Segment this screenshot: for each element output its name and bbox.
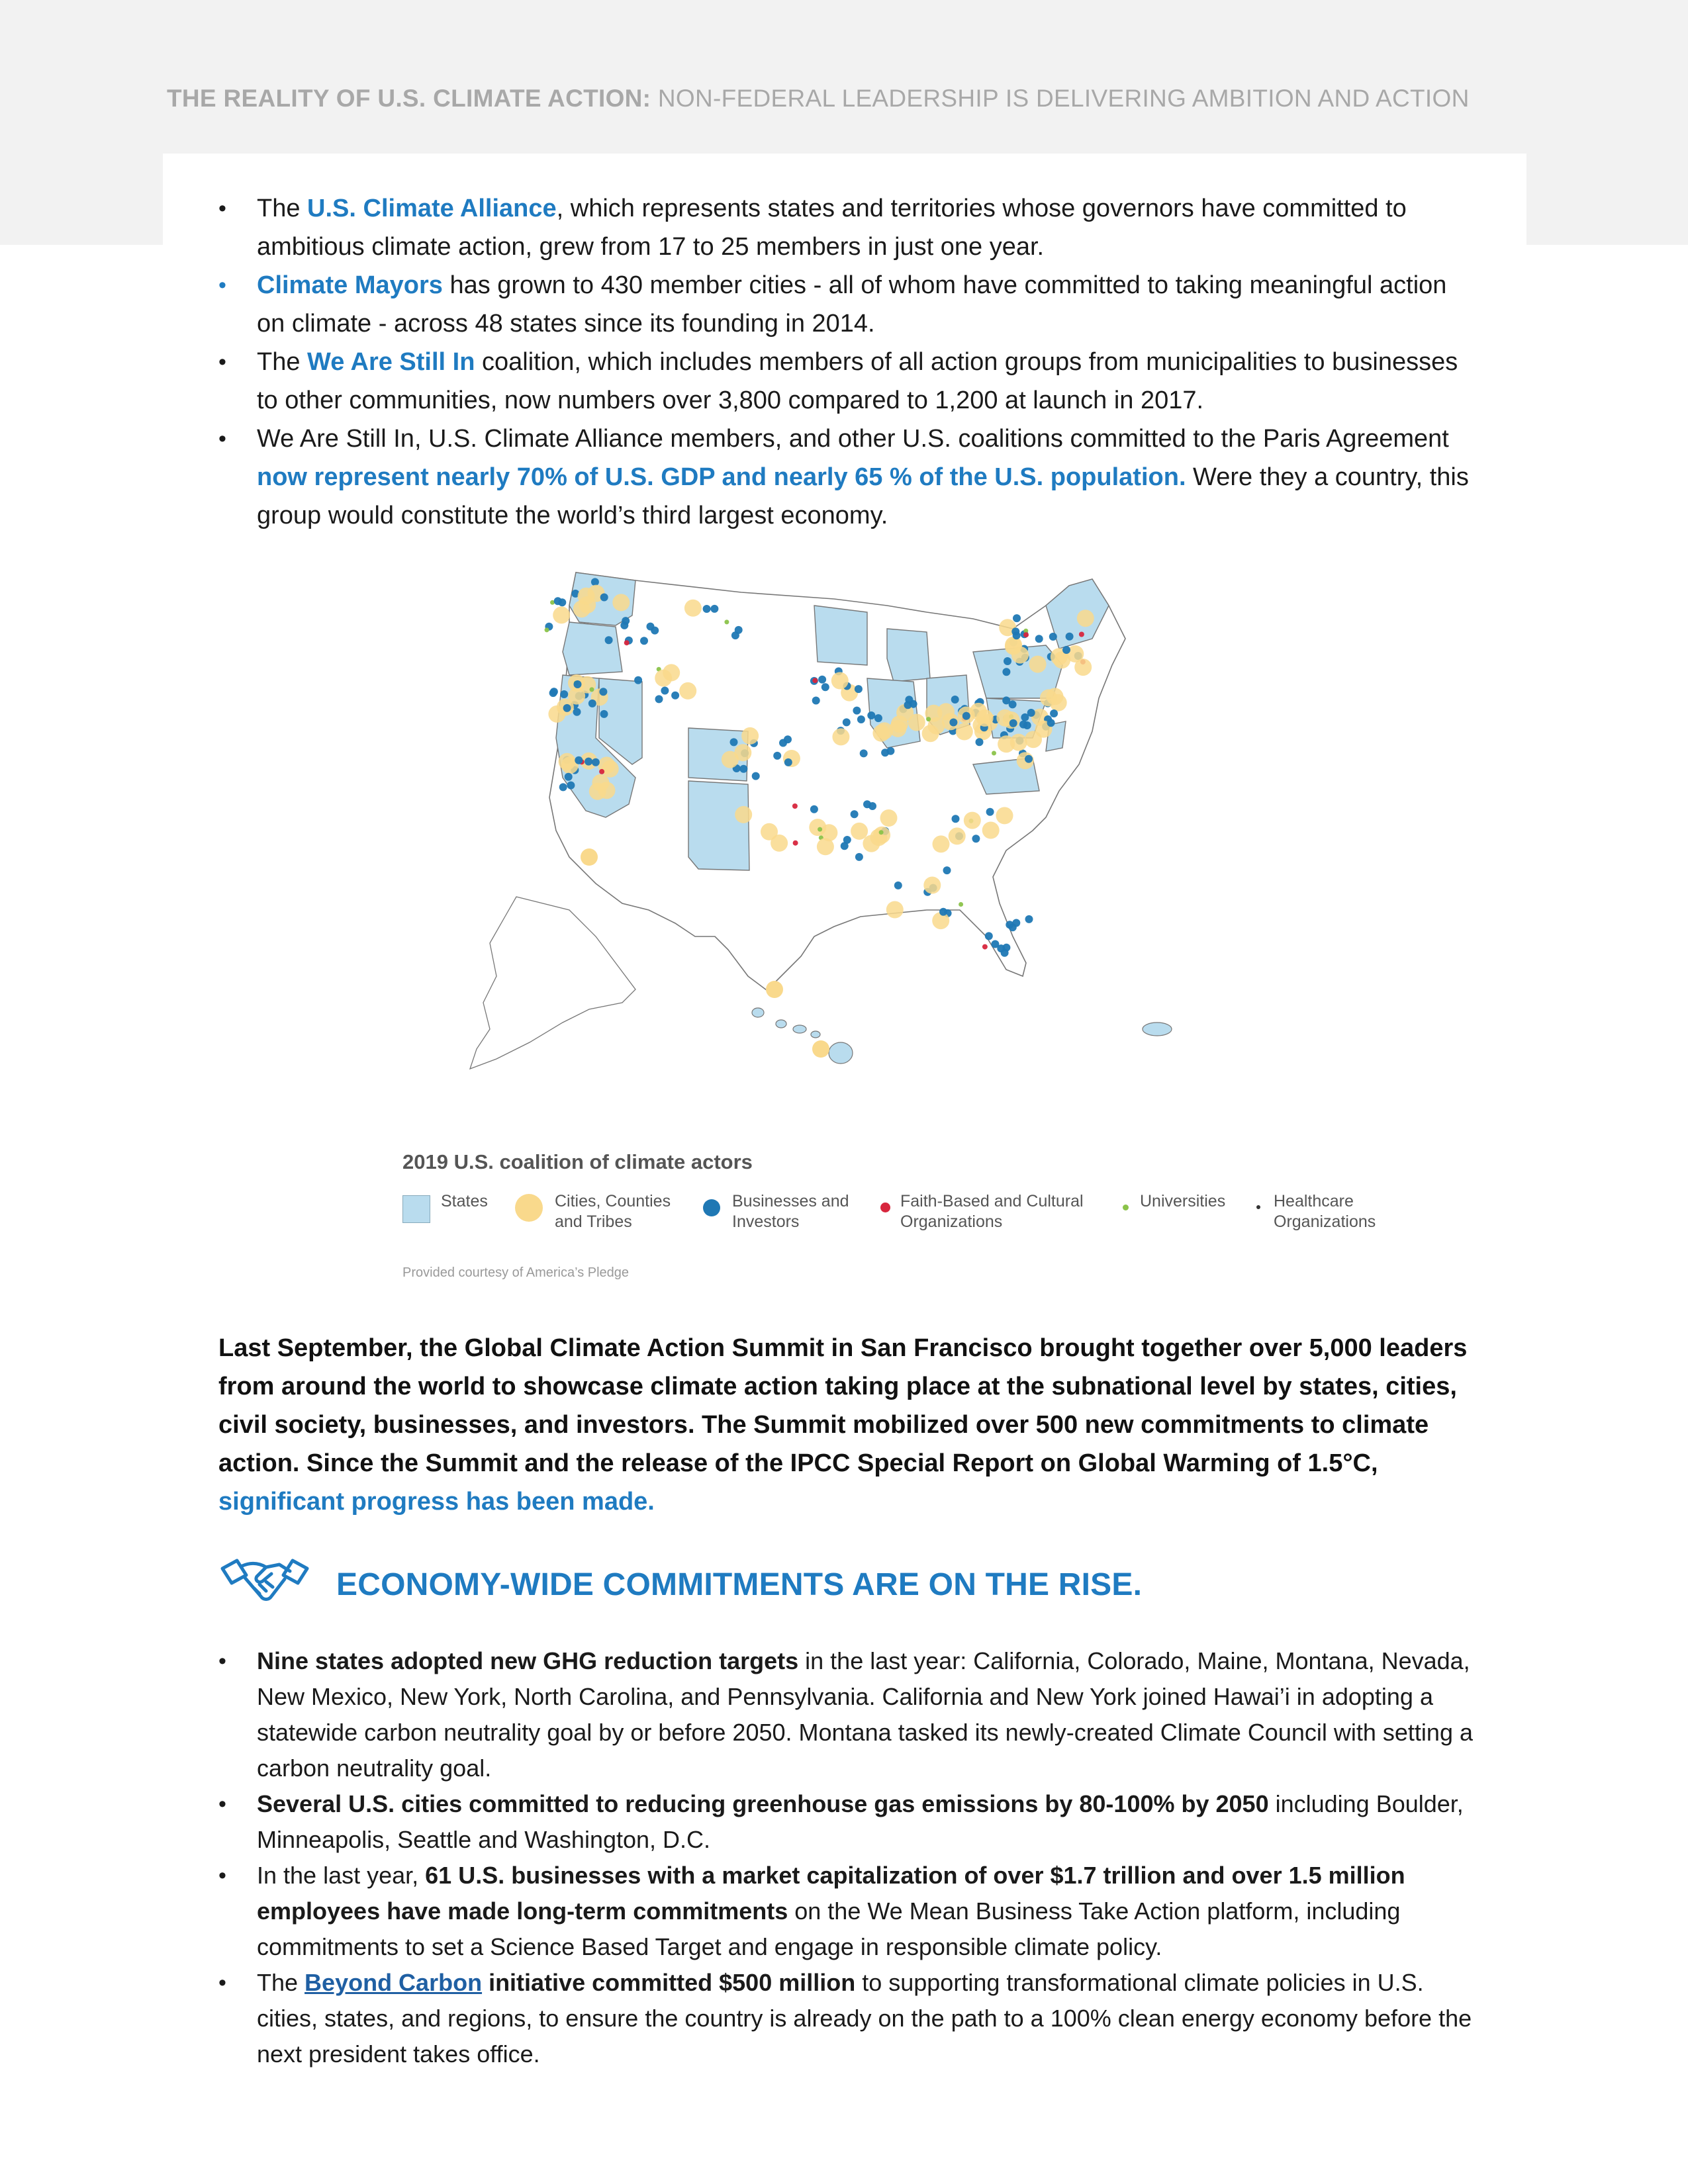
actor-marker — [741, 727, 759, 745]
map-legend — [402, 1191, 1429, 1244]
actor-marker — [880, 809, 898, 827]
actor-marker — [554, 597, 562, 605]
actor-marker — [1079, 632, 1084, 637]
actor-marker — [962, 712, 970, 720]
states-swatch — [402, 1195, 430, 1223]
legend-item-universities: Universities — [1140, 1192, 1226, 1210]
bullet-glyph: • — [218, 196, 226, 221]
list-item: • In the last year, 61 U.S. businesses with a market capitalization of over $1.7 trillion and over 1.5 million employees have made long-term commitments on the We Mean Business Take Action platform, including commitments to set a Science Based Target and engage in responsible climate policy. — [218, 1858, 1476, 1965]
actor-marker — [1077, 610, 1094, 627]
actor-marker — [874, 714, 882, 722]
actor-marker — [926, 717, 931, 721]
list-item: • We Are Still In, U.S. Climate Alliance members, and other U.S. coalitions committed to the Paris Agreement now represent nearly 70% of U.S. GDP and nearly 65 % of the U.S. population. Were they a country, this group would constitute the world’s third largest economy. — [218, 420, 1476, 535]
actor-marker — [949, 827, 966, 844]
actor-marker — [563, 704, 571, 712]
list-item: • Nine states adopted new GHG reduction targets in the last year: California, Colorado, Maine, Montana, Nevada, New Mexico, New York, North Carolina, and Pennsylvania. California and New York joined Hawai’i in adopting a statewide carbon neutrality goal by or before 2050. Montana tasked its newly-created Climate Council with setting a carbon neutrality goal. — [218, 1643, 1476, 1786]
actor-marker — [879, 830, 884, 835]
faith-swatch — [880, 1203, 890, 1212]
list-item: • Several U.S. cities committed to reducing greenhouse gas emissions by 80-100% by 2050 including Boulder, Minneapolis, Seattle and Washington, D.C. — [218, 1786, 1476, 1858]
actor-marker — [982, 822, 1000, 839]
actor-marker — [655, 670, 672, 687]
actor-marker — [592, 774, 609, 792]
actor-marker — [1009, 923, 1017, 931]
actor-marker — [976, 709, 994, 727]
bullet-glyph: • — [218, 1649, 226, 1674]
actor-marker — [1023, 632, 1029, 637]
actor-marker — [810, 805, 818, 813]
actor-marker — [1049, 633, 1057, 641]
handshake-icon — [218, 1549, 311, 1615]
actor-marker — [831, 672, 849, 690]
list-item: • The We Are Still In coalition, which includes members of all action groups from municipalities to businesses to other communities, now numbers over 3,800 compared to 1,200 at launch in 2017. — [218, 343, 1476, 420]
actor-marker — [573, 708, 581, 716]
actor-marker — [851, 810, 859, 818]
actor-marker — [684, 600, 702, 617]
actor-marker — [679, 682, 696, 700]
actor-marker — [1001, 949, 1009, 957]
actor-marker — [612, 594, 630, 611]
actor-marker — [812, 678, 818, 683]
actor-marker — [560, 690, 568, 698]
actor-marker — [952, 815, 960, 823]
actor-marker — [600, 710, 608, 718]
actor-marker — [773, 752, 781, 760]
actor-marker — [599, 688, 607, 696]
actor-marker — [809, 819, 826, 836]
bullet-glyph: • — [218, 426, 226, 451]
actor-marker — [939, 908, 947, 916]
actor-marker — [817, 838, 834, 855]
actor-marker — [951, 696, 959, 704]
actor-marker — [976, 738, 984, 746]
actor-marker — [784, 758, 792, 766]
actor-marker — [590, 687, 594, 692]
actor-marker — [581, 848, 598, 866]
legend-item-businesses: Businesses and Investors — [732, 1192, 849, 1231]
actor-marker — [559, 753, 576, 770]
actor-marker — [843, 718, 851, 726]
actor-marker — [730, 738, 738, 746]
actor-marker — [855, 685, 863, 693]
cities-swatch — [515, 1194, 543, 1222]
actor-marker — [873, 827, 890, 844]
actor-marker — [651, 627, 659, 635]
legend-item-states: States — [441, 1192, 488, 1210]
actor-marker — [574, 680, 582, 688]
gdp-highlight: now represent nearly 70% of U.S. GDP and nearly 65 % of the U.S. population. — [257, 463, 1186, 491]
actor-marker — [655, 695, 663, 703]
actor-marker — [710, 605, 718, 613]
actor-marker — [575, 756, 583, 764]
actor-marker — [559, 783, 567, 791]
actor-marker — [793, 841, 798, 846]
actor-marker — [857, 715, 865, 723]
actor-marker — [1047, 719, 1055, 727]
actor-marker — [1004, 657, 1011, 665]
actor-marker — [722, 751, 739, 768]
header-title-rest: NON-FEDERAL LEADERSHIP IS DELIVERING AMBITION AND ACTION — [651, 85, 1470, 112]
actor-marker — [818, 827, 822, 832]
actor-marker — [591, 578, 599, 586]
section-title: ECONOMY-WIDE COMMITMENTS ARE ON THE RISE. — [336, 1567, 1143, 1602]
actor-marker — [986, 808, 994, 816]
actor-marker — [1027, 709, 1035, 717]
actor-marker — [599, 769, 604, 774]
actor-marker — [985, 932, 993, 940]
actor-marker — [640, 637, 648, 645]
climate-mayors-link[interactable]: Climate Mayors — [257, 271, 443, 299]
actor-marker — [949, 719, 957, 727]
actor-marker — [992, 751, 996, 756]
actor-marker — [565, 773, 573, 781]
actor-marker — [585, 758, 592, 766]
universities-swatch — [1123, 1205, 1129, 1210]
healthcare-swatch — [1256, 1205, 1260, 1209]
legend-item-cities: Cities, Counties and Tribes — [555, 1192, 671, 1231]
actor-marker — [1009, 700, 1017, 708]
actor-marker — [784, 735, 792, 743]
actor-marker — [998, 735, 1015, 752]
actor-marker — [851, 823, 868, 840]
actor-marker — [812, 697, 820, 705]
bullet-glyph: • — [218, 1970, 226, 1995]
actor-marker — [1074, 659, 1092, 676]
actor-marker — [1009, 719, 1017, 727]
actor-marker — [1035, 635, 1043, 643]
actor-marker — [545, 627, 549, 632]
list-item: • The U.S. Climate Alliance, which represents states and territories whose governors have committed to ambitious climate action, grew from 17 to 25 members in just one year. — [218, 189, 1476, 266]
actor-marker — [620, 621, 628, 629]
actor-marker — [1011, 647, 1029, 664]
we-are-still-in-link[interactable]: We Are Still In — [307, 348, 475, 376]
us-coalition-map — [463, 566, 1225, 1122]
actor-marker — [578, 588, 595, 605]
intro-bullet-list — [218, 189, 1476, 535]
actor-marker — [735, 626, 743, 634]
actor-marker — [592, 758, 600, 766]
actor-marker — [1013, 631, 1021, 639]
bullet-glyph: • — [218, 349, 226, 375]
actor-marker — [867, 711, 875, 719]
actor-marker — [1025, 755, 1033, 763]
actor-marker — [943, 866, 951, 874]
map-title: 2019 U.S. coalition of climate actors — [402, 1150, 753, 1173]
actor-marker — [923, 877, 941, 894]
bullet-glyph: • — [218, 1792, 226, 1817]
alaska-outline — [470, 897, 635, 1069]
list-item: • The Beyond Carbon initiative committed $500 million to supporting transformational climate policies in U.S. cities, states, and regions, to ensure the country is already on the path to a 100% clean energy economy before the next president takes office. — [218, 1965, 1476, 2072]
actor-marker — [972, 835, 980, 842]
actor-marker — [937, 703, 955, 720]
header-title-bold: THE REALITY OF U.S. CLIMATE ACTION: — [167, 85, 651, 112]
actor-marker — [549, 689, 557, 697]
actor-marker — [818, 676, 826, 684]
actor-marker — [605, 636, 613, 644]
businesses-swatch — [703, 1199, 720, 1216]
actor-marker — [1062, 646, 1070, 654]
actor-marker — [959, 902, 963, 907]
actor-marker — [739, 765, 747, 773]
actor-marker — [703, 605, 711, 613]
actor-marker — [661, 687, 669, 695]
actor-marker — [1023, 721, 1031, 729]
actor-marker — [752, 772, 760, 780]
actor-marker — [863, 800, 871, 808]
actor-marker — [894, 882, 902, 889]
actor-marker — [881, 749, 889, 756]
actor-marker — [821, 683, 829, 691]
actor-marker — [1050, 709, 1058, 717]
us-map-graphic — [463, 566, 1225, 1122]
actor-marker — [982, 944, 988, 950]
actor-marker — [1029, 656, 1047, 673]
legend-item-healthcare: Healthcare Organizations — [1274, 1192, 1376, 1231]
actor-marker — [671, 692, 679, 700]
actor-marker — [553, 606, 570, 623]
actor-marker — [1040, 690, 1057, 707]
actor-marker — [964, 812, 981, 829]
actor-marker — [735, 806, 752, 823]
actor-marker — [588, 700, 596, 707]
map-credit: Provided courtesy of America’s Pledge — [402, 1265, 630, 1280]
actor-marker — [766, 981, 783, 998]
actor-marker — [624, 640, 630, 645]
actor-marker — [812, 1040, 829, 1058]
actor-marker — [841, 842, 849, 850]
bullet-glyph: • — [218, 1863, 226, 1888]
actor-marker — [933, 835, 950, 852]
climate-alliance-link[interactable]: U.S. Climate Alliance — [307, 195, 557, 222]
list-item: • Climate Mayors has grown to 430 member cities - all of whom have committed to taking meaningful action on climate - across 48 states since its founding in 2014. — [218, 266, 1476, 343]
actor-marker — [1066, 633, 1074, 641]
actor-marker — [1013, 614, 1021, 622]
actor-marker — [567, 782, 575, 790]
actor-marker — [1025, 915, 1033, 923]
summit-paragraph: Last September, the Global Climate Action Summit in San Francisco brought together over 5,000 leaders from around the world to showcase climate action taking place at the subnational level by states, cities, civil society, businesses, and investors. The Summit mobilized over 500 new commitments to climate action. Since the Summit and the release of the IPCC Special Report on Global Warming of 1.5°C, significant progress has been made. — [218, 1334, 1468, 1516]
actor-marker — [600, 594, 608, 602]
actor-marker — [853, 707, 861, 715]
actor-marker — [956, 723, 973, 741]
legend-item-faith: Faith-Based and Cultural Organizations — [900, 1192, 1084, 1231]
actor-marker — [855, 853, 863, 861]
actor-marker — [876, 722, 893, 739]
progress-highlight: significant progress has been made. — [218, 1488, 655, 1516]
running-header — [167, 85, 1557, 113]
actor-marker — [792, 803, 798, 809]
actor-marker — [996, 807, 1013, 824]
actor-marker — [904, 701, 912, 709]
actor-marker — [860, 749, 868, 757]
beyond-carbon-link[interactable]: Beyond Carbon — [305, 1969, 483, 1996]
econ-bullet-list — [218, 1643, 1476, 2072]
actor-marker — [1002, 668, 1010, 676]
bullet-glyph: • — [218, 273, 226, 298]
actor-marker — [832, 728, 849, 745]
actor-marker — [724, 619, 729, 624]
actor-marker — [761, 823, 778, 841]
actor-marker — [634, 676, 642, 684]
actor-marker — [886, 901, 904, 919]
